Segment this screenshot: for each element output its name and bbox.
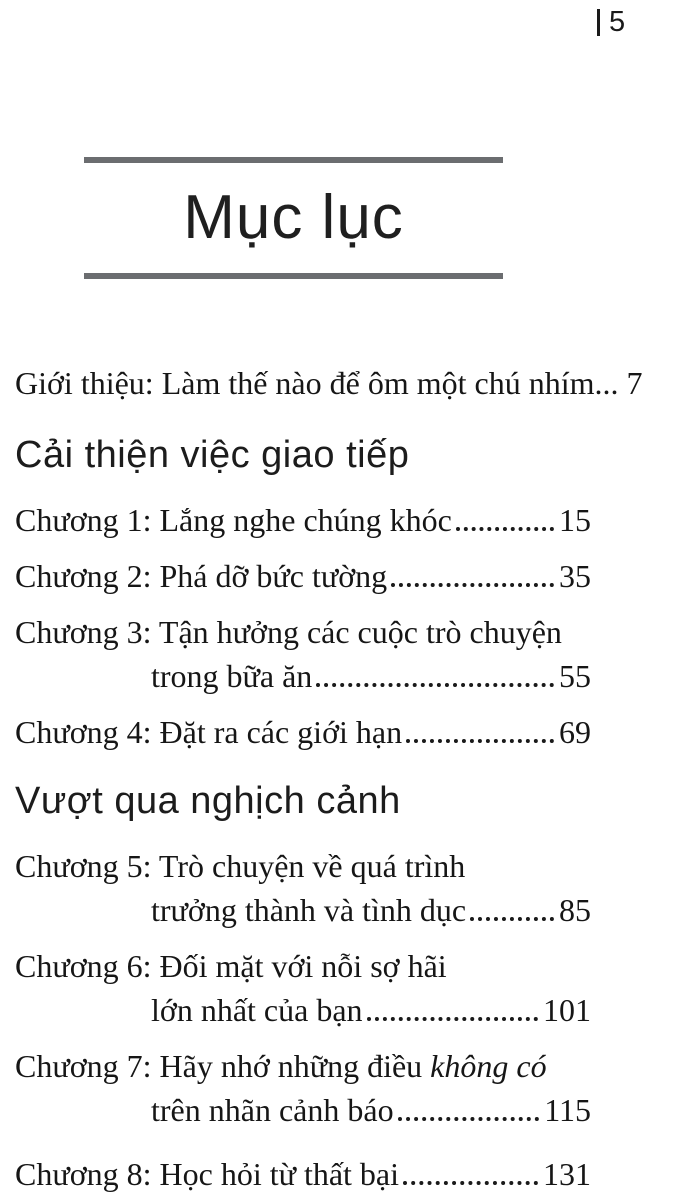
entry-page-number: 85 <box>559 892 591 928</box>
entry-label-continuation: lớn nhất của bạn <box>151 992 363 1028</box>
dot-leader <box>470 917 554 921</box>
entry-label: Chương 6: Đối mặt với nỗi sợ hãi <box>15 948 447 984</box>
dot-leader <box>406 739 554 743</box>
page-number-divider <box>597 9 600 36</box>
entry-label-continuation: trong bữa ăn <box>151 658 313 694</box>
toc-entry-chapter-6 <box>15 944 591 1032</box>
section-heading-communication: Cải thiện việc giao tiếp <box>15 434 410 476</box>
entry-page-number: 101 <box>543 992 591 1028</box>
entry-label-text: Chương 7: Hãy nhớ những điều <box>15 1048 431 1084</box>
toc-entry-chapter-1 <box>15 498 591 542</box>
page-title: Mục lục <box>183 183 404 252</box>
dot-leader <box>367 1017 538 1021</box>
entry-page-number: 131 <box>543 1156 591 1192</box>
entry-label-italic: không có <box>430 1048 547 1084</box>
table-of-contents <box>15 0 643 1196</box>
entry-page-number: 15 <box>559 502 591 538</box>
entry-page-number: 69 <box>559 714 591 750</box>
entry-label-continuation: trưởng thành và tình dục <box>151 892 467 928</box>
dot-leader <box>391 583 554 587</box>
entry-label: Giới thiệu: Làm thế nào để ôm một chú nhím... <box>15 365 619 401</box>
entry-label <box>15 1044 547 1088</box>
toc-entry-chapter-4 <box>15 710 591 754</box>
entry-page-number: 7 <box>626 365 643 401</box>
dot-leader <box>456 527 554 531</box>
entry-label: Chương 1: Lắng nghe chúng khóc <box>15 502 452 538</box>
entry-label: Chương 4: Đặt ra các giới hạn <box>15 714 403 750</box>
toc-entry-chapter-5 <box>15 844 591 932</box>
entry-label: Chương 3: Tận hưởng các cuộc trò chuyện <box>15 614 562 650</box>
dot-leader <box>316 683 554 687</box>
toc-entry-chapter-8 <box>15 1152 591 1196</box>
entry-page-number: 115 <box>544 1092 591 1128</box>
entry-page-number: 55 <box>559 658 591 694</box>
page-number-value: 5 <box>609 6 626 38</box>
entry-label: Chương 8: Học hỏi từ thất bại <box>15 1156 400 1192</box>
toc-entry-chapter-7 <box>15 1044 591 1132</box>
dot-leader <box>403 1181 538 1185</box>
entry-label: Chương 2: Phá dỡ bức tường <box>15 558 388 594</box>
toc-entry-intro <box>15 362 643 404</box>
page-number <box>597 6 626 38</box>
entry-page-number: 35 <box>559 558 591 594</box>
toc-entry-chapter-3 <box>15 610 591 698</box>
entry-label-continuation: trên nhãn cảnh báo <box>151 1092 394 1128</box>
toc-entry-chapter-2 <box>15 554 591 598</box>
entry-label: Chương 5: Trò chuyện về quá trình <box>15 848 466 884</box>
dot-leader <box>398 1117 540 1121</box>
section-heading-adversity: Vượt qua nghịch cảnh <box>15 780 401 822</box>
